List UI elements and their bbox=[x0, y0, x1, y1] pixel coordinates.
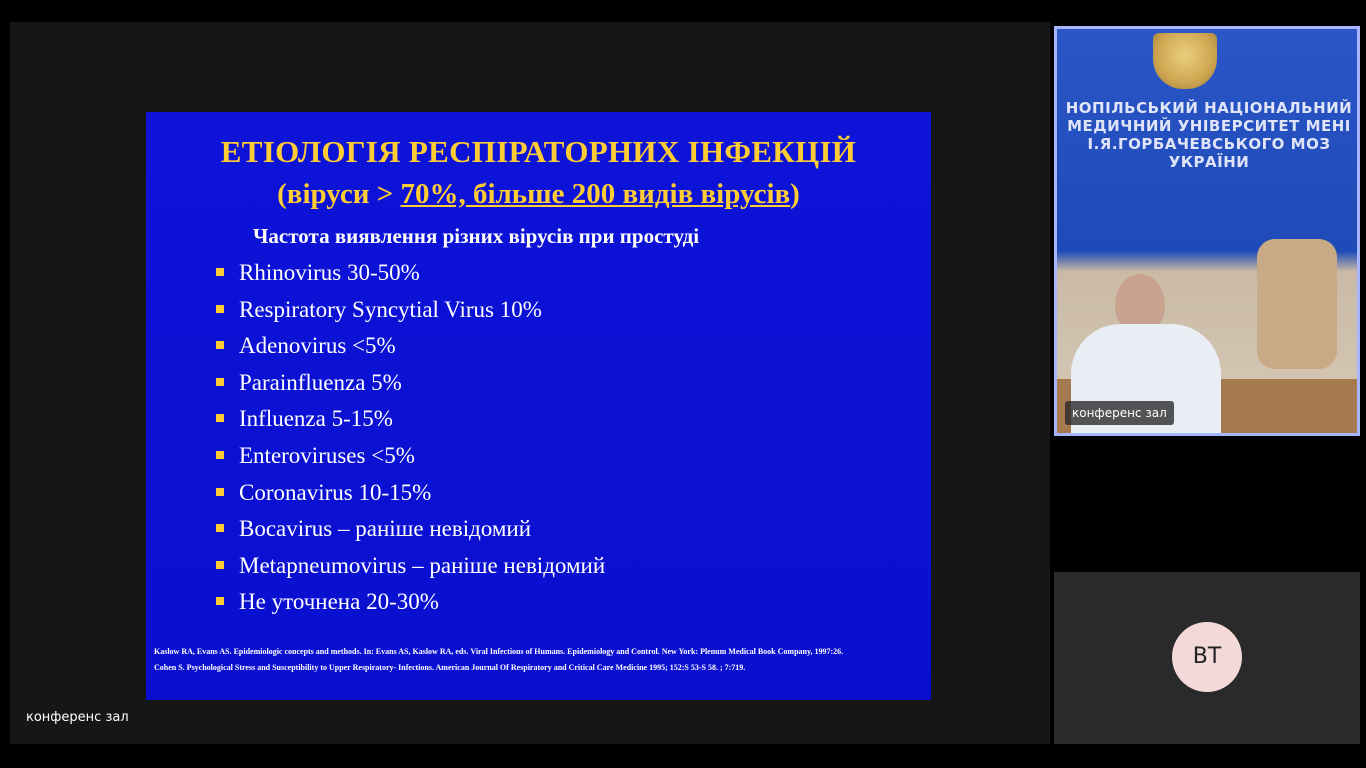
university-emblem-icon bbox=[1153, 33, 1217, 89]
list-item bbox=[216, 438, 605, 475]
list-item-text: Rhinovirus 30-50% bbox=[239, 260, 420, 285]
list-item bbox=[216, 255, 605, 292]
list-item bbox=[216, 511, 605, 548]
virus-list bbox=[216, 255, 605, 621]
slide-title: ЕТІОЛОГІЯ РЕСПІРАТОРНИХ ІНФЕКЦІЙ bbox=[220, 134, 857, 169]
bullet-icon bbox=[216, 561, 224, 569]
list-item-text: Parainfluenza 5% bbox=[239, 369, 402, 395]
video-wall-sign: НОПІЛЬСЬКИЙ НАЦІОНАЛЬНИЙ МЕДИЧНИЙ УНІВЕРСИТЕТ МЕНІ І.Я.ГОРБАЧЕВСЬКОГО МОЗ УКРАЇНИ bbox=[1065, 99, 1353, 171]
list-item-text: Metapneumovirus – раніше невідомий bbox=[239, 552, 606, 578]
bullet-icon bbox=[216, 305, 224, 313]
bullet-icon bbox=[216, 488, 224, 496]
list-item-text: Bocavirus – раніше невідомий bbox=[239, 516, 532, 542]
avatar: BT bbox=[1172, 622, 1242, 692]
list-item bbox=[216, 401, 605, 438]
participant-avatar-tile[interactable] bbox=[1054, 572, 1360, 744]
presenter-name-label: конференс зал bbox=[26, 710, 129, 725]
subtitle-prefix: (віруси > bbox=[277, 178, 401, 210]
list-item-text: Не уточнена 20-30% bbox=[239, 589, 439, 615]
list-item bbox=[216, 328, 605, 365]
bullet-icon bbox=[216, 414, 224, 422]
participant-video-tile[interactable] bbox=[1054, 26, 1360, 436]
list-item-text: Respiratory Syncytial Virus 10% bbox=[239, 296, 542, 322]
list-item-text: Coronavirus 10-15% bbox=[239, 479, 432, 505]
list-item-text: Influenza 5-15% bbox=[239, 406, 393, 432]
reference-1: Kaslow RA, Evans AS. Epidemiologic concepts and methods. In: Evans AS, Kaslow RA, eds. Viral Infections of Humans. Epidemiology and Control. New York: Plenum Medical Book Company, 1997:26. bbox=[154, 647, 844, 656]
presentation-slide bbox=[146, 112, 931, 700]
slide-references bbox=[154, 646, 924, 678]
slide-subtitle bbox=[146, 174, 931, 214]
reference-2: Cohen S. Psychological Stress and Susceptibility to Upper Respiratory- Infections. American Journal Of Respiratory and Critical Care Medicine 1995; 152:S 53-S 58. ; 7:719. bbox=[154, 663, 746, 672]
bullet-icon bbox=[216, 597, 224, 605]
list-item bbox=[216, 365, 605, 402]
list-item bbox=[216, 584, 605, 621]
video-chair bbox=[1257, 239, 1337, 369]
video-name-label: конференс зал bbox=[1065, 401, 1174, 425]
list-item-text: Adenovirus <5% bbox=[239, 333, 396, 359]
bullet-icon bbox=[216, 378, 224, 386]
list-item bbox=[216, 475, 605, 512]
bullet-icon bbox=[216, 524, 224, 532]
list-item bbox=[216, 292, 605, 329]
list-item-text: Enteroviruses <5% bbox=[239, 442, 415, 468]
bullet-icon bbox=[216, 341, 224, 349]
subtitle-suffix: ) bbox=[790, 178, 800, 210]
shared-screen-stage[interactable] bbox=[10, 22, 1050, 744]
bullet-icon bbox=[216, 451, 224, 459]
empty-tile bbox=[1054, 440, 1360, 568]
bullet-icon bbox=[216, 268, 224, 276]
slide-heading: Частота виявлення різних вірусів при простуді bbox=[253, 224, 700, 248]
list-item bbox=[216, 548, 605, 585]
subtitle-underlined: 70%, більше 200 видів вірусів bbox=[400, 178, 791, 210]
